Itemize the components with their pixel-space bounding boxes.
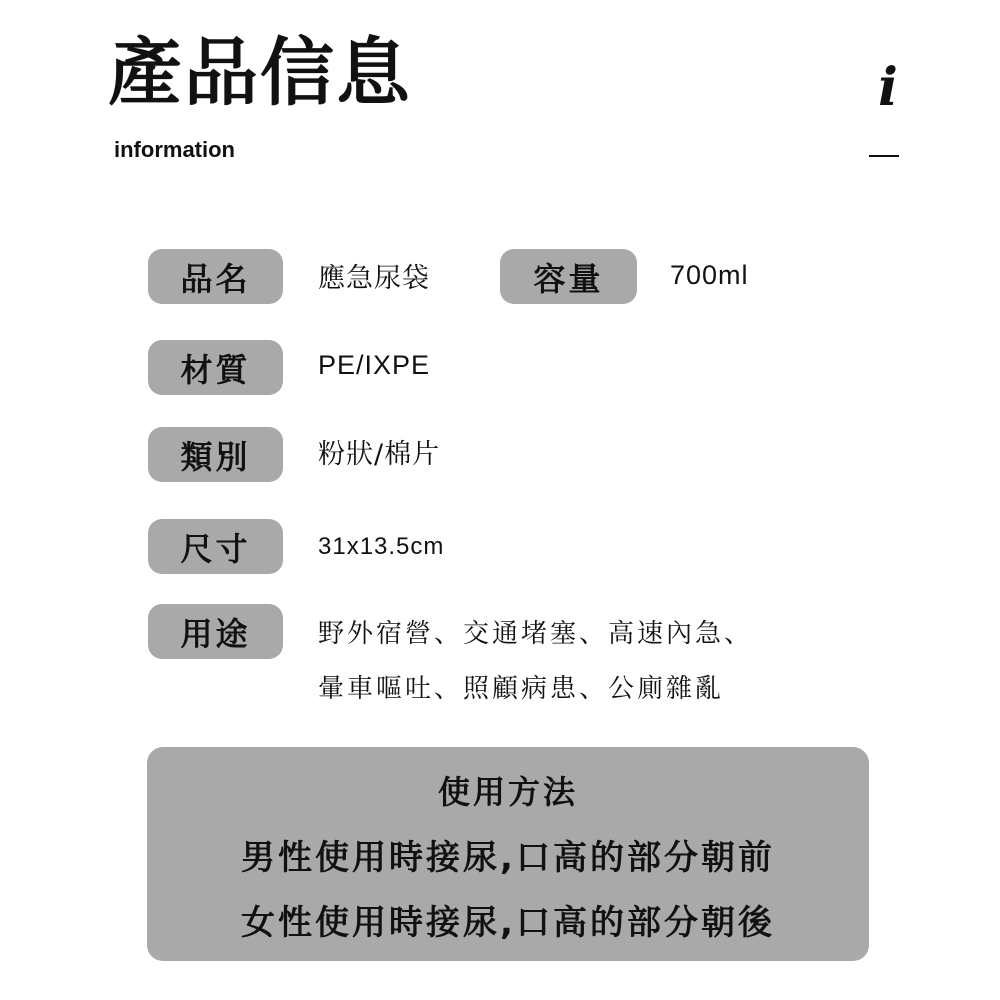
spec-value-size: 31x13.5cm (318, 533, 445, 560)
spec-label-material: 材質 (148, 340, 283, 395)
usage-method-line-female: 女性使用時接尿,口高的部分朝後 (241, 903, 775, 943)
info-icon: i (878, 57, 898, 118)
spec-value-category: 粉狀/棉片 (318, 439, 441, 470)
spec-value-capacity: 700ml (670, 260, 749, 290)
spec-value-usage-line: 暈車嘔吐、照顧病患、公廁雜亂 (318, 674, 725, 704)
spec-value-material: PE/IXPE (318, 350, 431, 380)
page-title: 產品信息 (108, 30, 412, 116)
page-subtitle: information (114, 137, 235, 162)
usage-method-title: 使用方法 (437, 773, 578, 811)
spec-value-name: 應急尿袋 (318, 263, 430, 294)
spec-label-usage: 用途 (148, 604, 283, 659)
info-icon-underline (869, 155, 899, 157)
spec-value-usage-line: 野外宿營、交通堵塞、高速內急、 (318, 619, 754, 649)
spec-label-name: 品名 (148, 249, 283, 304)
spec-label-size: 尺寸 (148, 519, 283, 574)
usage-method-panel (147, 747, 869, 961)
spec-label-capacity: 容量 (500, 249, 637, 304)
usage-method-line-male: 男性使用時接尿,口高的部分朝前 (241, 838, 775, 878)
spec-label-category: 類別 (148, 427, 283, 482)
